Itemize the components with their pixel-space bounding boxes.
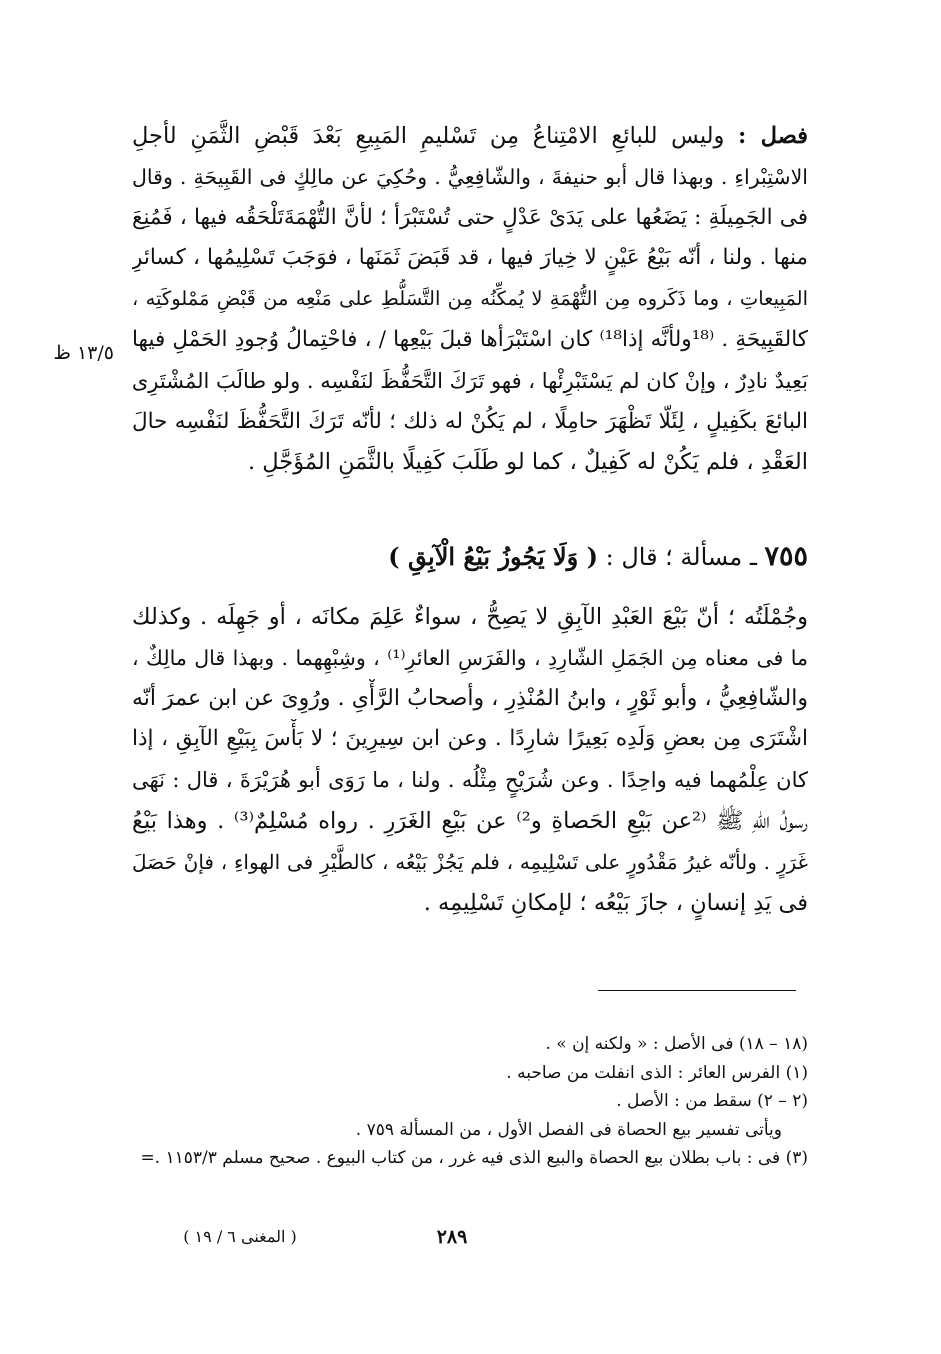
running-footer: ( المغنى ٦ / ١٩ ) (183, 1227, 297, 1246)
text-line: اشْتَرَى مِن بعضِ وَلَدِه بَعِيرًا شارِدًا . وعن ابن سِيرِينَ ؛ لا بَأْسَ بِبَيْعِ الآبِقِ ، إذا (132, 726, 808, 752)
question-number: ٧٥٥ (764, 541, 808, 572)
heading-dash: ـ (742, 543, 765, 571)
text-line: ما فى معناه مِن الجَمَلِ الشّارِدِ ، والفَرَسِ العائرِ⁽¹⁾ ، وشِبْهِهما . وبهذا قال مالِكٌ ، (132, 645, 808, 670)
text-line: فصل : وليس للبائعِ الامْتِناعُ مِن تَسْليمِ المَبِيعِ بَعْدَ قَبْضِ الثَّمَنِ لأجلِ (132, 123, 808, 149)
text-line: كالقَبِيحَةِ . ⁽¹⁸ولأنَّه إذا¹⁸⁾ كان اسْتَبْرَأها قبلَ بَيْعِها / ، فاحْتِمالُ وُجودِ الحَمْلِ فيها (132, 326, 808, 352)
footnote: (٣) فى : باب بطلان بيع الحصاة والبيع الذى فيه غرر ، من كتاب البيوع . صحيح مسلم ١١٥٣/٣ .= (140, 1148, 808, 1168)
section-label: فصل : (738, 123, 808, 149)
footnote-separator (598, 990, 796, 991)
text-line: والشّافِعِيُّ ، وأبو ثَوْرٍ ، وابنُ المُنْذِرِ ، وأصحابُ الرَّأْىِ . ورُوِىَ عن ابن عمرَ أنّه (132, 685, 808, 711)
footnote-continuation: ويأتى تفسير بيع الحصاة فى الفصل الأول ، من المسألة ٧٥٩ . (355, 1119, 782, 1140)
question-heading (360, 537, 808, 577)
heading-ruling: ( وَلَا يَجُوزُ بَيْعُ الْآبِقِ ) (388, 542, 598, 571)
page-number: ٢٨٩ (436, 1226, 468, 1248)
heading-prefix: مسألة ؛ قال : (597, 543, 743, 571)
text-line: العَقْدِ ، فلم يَكُنْ له كَفِيلٌ ، كما لو طَلَبَ كَفِيلًا بالثَّمَنِ المُؤَجَّلِ . (247, 449, 808, 476)
text-line: بَعِيدٌ نادِرٌ ، وإنْ كان لم يَسْتَبْرِئْها ، فهو تَرَكَ التَّحَفُّظَ لنَفْسِه . ولو طالَبَ المُشْتَرِى (132, 368, 808, 393)
text-line: الاسْتِبْراءِ . وبهذا قال أبو حنيفةَ ، والشّافِعِيُّ . وحُكِيَ عن مالِكٍ فى القَبِيحَةِ . وقال (132, 164, 808, 189)
text-line: فى يَدِ إنسانٍ ، جازَ بَيْعُه ؛ لإمكانِ تَسْلِيمِه . (423, 889, 808, 916)
text-line: رسولُ اللهِ ﷺ ⁽²عن بَيْعِ الحَصاةِ و²⁾ عن بَيْعِ الغَرَرِ . رواه مُسْلِمٌ⁽³⁾ . وهذا بَيْعُ (132, 807, 808, 834)
footnotes (132, 1030, 808, 1173)
text-line: كان عِلْمُهما فيه واحِدًا . وعن شُرَيْحٍ مِثْلُه . ولنا ، ما رَوَى أبو هُرَيْرَةَ ، قال : نَهَى (132, 768, 808, 793)
text-line: غَرَرٍ . ولأنّه غيرُ مَقْدُورٍ على تَسْلِيمِه ، فلم يَجُزْ بَيْعُه ، كالطَّيْرِ فى الهواءِ ، فإنْ حَصَلَ (132, 849, 808, 874)
margin-folio-note: ١٣/٥ ظ (53, 342, 114, 364)
text-line: المَبِيعاتِ ، وما ذَكَروه مِن التُّهْمَةِ لا يُمكِّنُه مِن التَّسَلُّطِ على مَنْعِه من قَبْضِ مَمْلوكَتِه ، (132, 287, 808, 311)
footnote: (١) الفرس العائر : الذى انفلت من صاحبه . (506, 1062, 808, 1083)
text-line: فى الجَمِيلَةِ : يَضَعُها على يَدَىْ عَدْلٍ حتى تُسْتَبْرَأ ؛ لأنَّ التُّهْمَةَتَلْحَقُه فيها ، فَمُنِعَ (132, 204, 808, 230)
footnote: (١٨ – ١٨) فى الأصل : « ولكنه إن » . (545, 1034, 808, 1054)
section-paragraph (132, 116, 808, 483)
question-paragraph (132, 597, 808, 923)
text-line: وجُمْلَتُه ؛ أنّ بَيْعَ العَبْدِ الآبِقِ لا يَصِحُّ ، سواءٌ عَلِمَ مكانَه ، أو جَهِلَه . وكذلك (132, 604, 808, 630)
footnote: (٢ – ٢) سقط من : الأصل . (616, 1091, 808, 1111)
text-line: البائعَ بكَفِيلٍ ، لِئَلّا تَظْهَرَ حامِلًا ، لم يَكُنْ له ذلك ؛ لأنّه تَرَكَ التَّحَفُّظَ لنَفْسِه حالَ (132, 408, 808, 434)
text-line: منها . ولنا ، أنّه بَيْعُ عَيْنٍ لا خِيارَ فيها ، قد قَبَضَ ثَمَنَها ، فوَجَبَ تَسْلِيمُها ، كسائرِ (132, 245, 808, 271)
